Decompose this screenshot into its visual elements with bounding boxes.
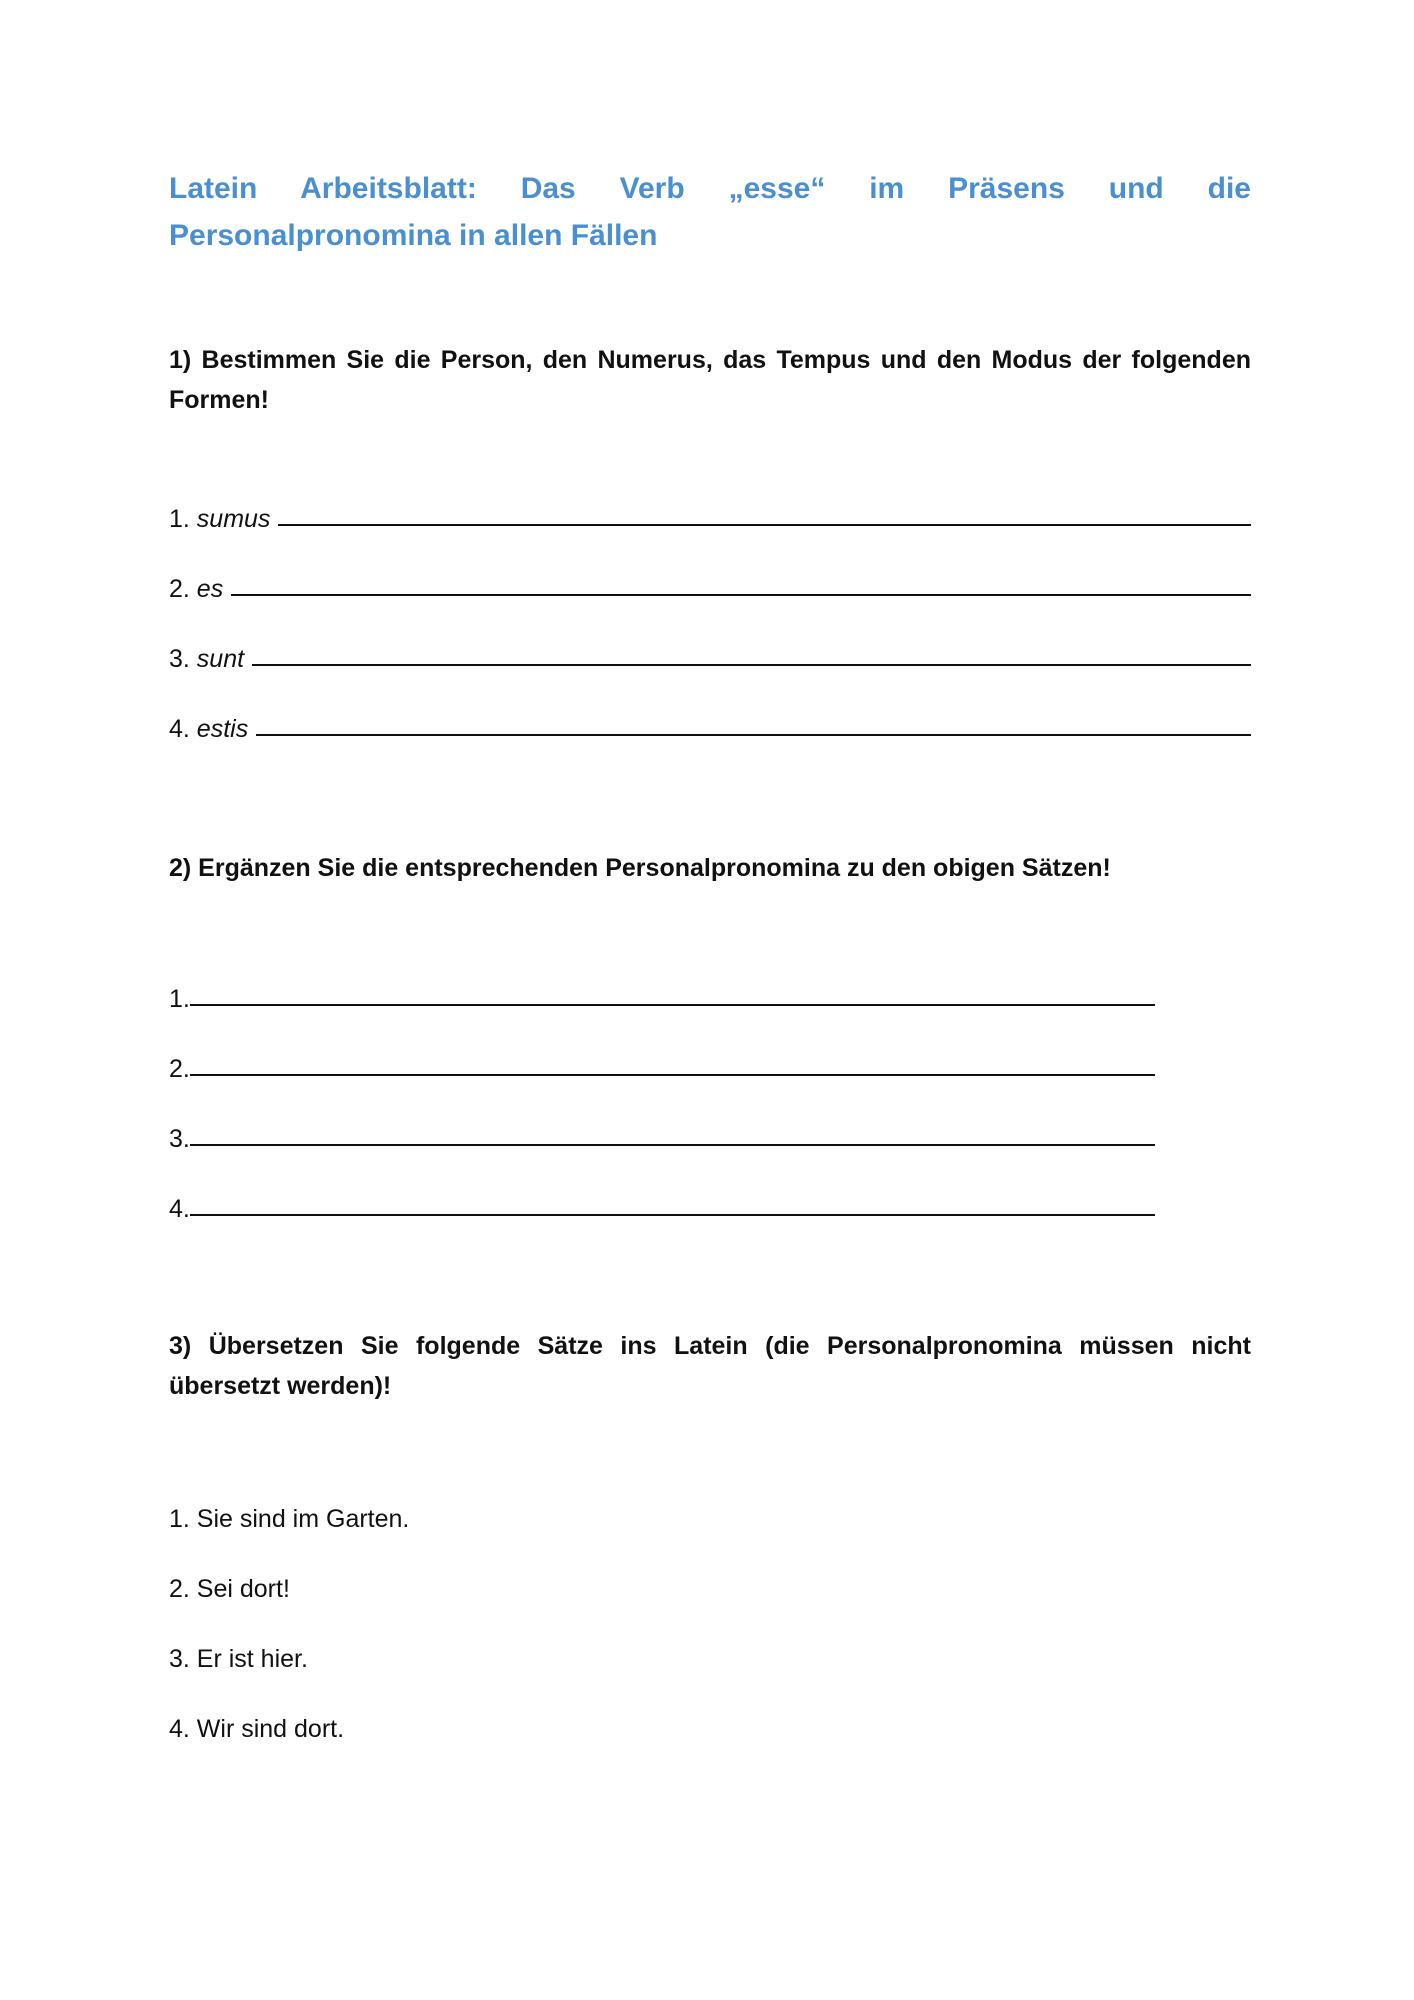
item-number: 3. bbox=[169, 645, 197, 673]
answer-line[interactable] bbox=[231, 572, 1251, 596]
task-1-instruction: 1) Bestimmen Sie die Person, den Numerus, das Tempus und den Modus der folgenden Formen! bbox=[169, 346, 1251, 414]
task-3-sentence: 4. Wir sind dort. bbox=[169, 1715, 345, 1743]
task-3-sentence: 3. Er ist hier. bbox=[169, 1645, 308, 1673]
task-2-instruction: 2) Ergänzen Sie die entsprechenden Personalpronomina zu den obigen Sätzen! bbox=[169, 854, 1111, 882]
task-3-instruction: 3) Übersetzen Sie folgende Sätze ins Latein (die Personalpronomina müssen nicht übersetzt werden)! bbox=[169, 1332, 1251, 1400]
answer-line[interactable] bbox=[256, 712, 1251, 736]
task-2-item bbox=[169, 1122, 1155, 1156]
task-2-item bbox=[169, 1052, 1155, 1086]
latin-form: sunt bbox=[196, 645, 245, 673]
task-1-item bbox=[169, 572, 1251, 606]
latin-form: sumus bbox=[196, 505, 271, 533]
latin-form: estis bbox=[196, 715, 249, 743]
item-number: 4. bbox=[169, 715, 197, 743]
answer-line[interactable] bbox=[190, 1122, 1155, 1146]
task-3-sentence: 2. Sei dort! bbox=[169, 1575, 290, 1603]
answer-line[interactable] bbox=[278, 502, 1251, 526]
answer-line[interactable] bbox=[190, 982, 1155, 1006]
item-number: 3. bbox=[169, 1125, 190, 1153]
latin-form: es bbox=[196, 575, 224, 603]
item-number: 2. bbox=[169, 575, 197, 603]
task-1-item bbox=[169, 712, 1251, 746]
task-3-sentence: 1. Sie sind im Garten. bbox=[169, 1505, 410, 1533]
answer-line[interactable] bbox=[190, 1052, 1155, 1076]
answer-line[interactable] bbox=[190, 1192, 1155, 1216]
item-number: 1. bbox=[169, 505, 197, 533]
page-title: Latein Arbeitsblatt: Das Verb „esse“ im Präsens und die Personalpronomina in allen Fällen bbox=[169, 172, 1251, 252]
item-number: 1. bbox=[169, 985, 190, 1013]
task-2-item bbox=[169, 982, 1155, 1016]
task-1-item bbox=[169, 502, 1251, 536]
item-number: 4. bbox=[169, 1195, 190, 1223]
answer-line[interactable] bbox=[252, 642, 1251, 666]
item-number: 2. bbox=[169, 1055, 190, 1083]
task-2-item bbox=[169, 1192, 1155, 1226]
task-1-item bbox=[169, 642, 1251, 676]
